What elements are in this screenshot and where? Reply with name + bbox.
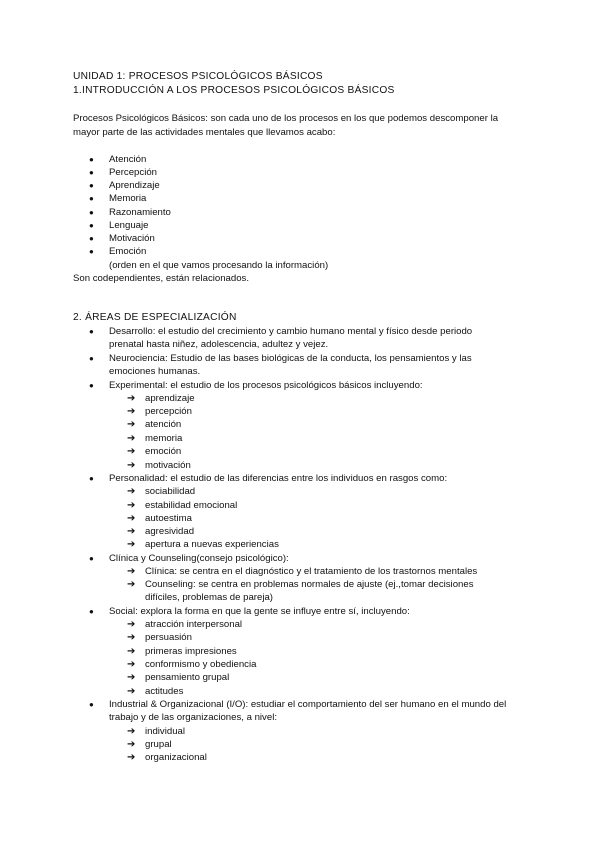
personalidad-item: autoestima	[145, 513, 192, 524]
process-item: Razonamiento	[109, 207, 171, 218]
experimental-item: memoria	[145, 433, 183, 444]
intro-paragraph-line: Procesos Psicológicos Básicos: son cada uno de los procesos en los que podemos descomponer la	[73, 113, 499, 124]
arrow-icon: ➔	[127, 659, 136, 670]
bullet-icon: ●	[89, 354, 94, 363]
arrow-icon: ➔	[127, 672, 136, 683]
industrial-item: grupal	[145, 739, 172, 750]
document-title: UNIDAD 1: PROCESOS PSICOLÓGICOS BÁSICOS	[73, 71, 323, 82]
experimental-item: atención	[145, 419, 182, 430]
process-item: Memoria	[109, 193, 147, 204]
clinica-item-cont: difíciles, problemas de pareja)	[145, 592, 273, 603]
arrow-icon: ➔	[127, 486, 136, 497]
social-item: conformismo y obediencia	[145, 659, 257, 670]
arrow-icon: ➔	[127, 513, 136, 524]
bullet-icon: ●	[89, 247, 94, 256]
experimental-item: aprendizaje	[145, 393, 195, 404]
social-item: persuasión	[145, 632, 192, 643]
intro-paragraph-line: mayor parte de las actividades mentales que llevamos acabo:	[73, 127, 336, 138]
area-desarrollo-cont: prenatal hasta niñez, adolescencia, adultez y vejez.	[109, 339, 329, 350]
arrow-icon: ➔	[127, 632, 136, 643]
area-neurociencia: Neurociencia: Estudio de las bases biológicas de la conducta, los pensamientos y las	[109, 353, 472, 364]
social-item: primeras impresiones	[145, 646, 237, 657]
area-desarrollo: Desarrollo: el estudio del crecimiento y cambio humano mental y físico desde periodo	[109, 326, 473, 337]
arrow-icon: ➔	[127, 619, 136, 630]
bullet-icon: ●	[89, 381, 94, 390]
area-personalidad: Personalidad: el estudio de las diferencias entre los individuos en rasgos como:	[109, 473, 448, 484]
experimental-item: motivación	[145, 460, 191, 471]
experimental-item: percepción	[145, 406, 192, 417]
bullet-icon: ●	[89, 554, 94, 563]
process-item: Aprendizaje	[109, 180, 160, 191]
process-item: Atención	[109, 154, 147, 165]
personalidad-item: estabilidad emocional	[145, 500, 238, 511]
process-item: Motivación	[109, 233, 155, 244]
area-industrial: Industrial & Organizacional (I/O): estudiar el comportamiento del ser humano en el mundo del	[109, 699, 507, 710]
area-social: Social: explora la forma en que la gente se influye entre sí, incluyendo:	[109, 606, 410, 617]
bullet-icon: ●	[89, 168, 94, 177]
bullet-icon: ●	[89, 474, 94, 483]
arrow-icon: ➔	[127, 500, 136, 511]
arrow-icon: ➔	[127, 446, 136, 457]
arrow-icon: ➔	[127, 526, 136, 537]
arrow-icon: ➔	[127, 739, 136, 750]
bullet-icon: ●	[89, 194, 94, 203]
process-item: Emoción	[109, 246, 147, 257]
personalidad-item: apertura a nuevas experiencias	[145, 539, 279, 550]
section-2-title: 2. ÁREAS DE ESPECIALIZACIÓN	[73, 312, 237, 323]
social-item: actitudes	[145, 686, 184, 697]
arrow-icon: ➔	[127, 726, 136, 737]
arrow-icon: ➔	[127, 406, 136, 417]
bullet-icon: ●	[89, 234, 94, 243]
bullet-icon: ●	[89, 208, 94, 217]
area-neurociencia-cont: emociones humanas.	[109, 366, 201, 377]
personalidad-item: agresividad	[145, 526, 195, 537]
industrial-item: individual	[145, 726, 186, 737]
arrow-icon: ➔	[127, 646, 136, 657]
area-clinica: Clínica y Counseling(consejo psicológico):	[109, 553, 289, 564]
bullet-icon: ●	[89, 700, 94, 709]
bullet-icon: ●	[89, 327, 94, 336]
process-item: Lenguaje	[109, 220, 149, 231]
bullet-icon: ●	[89, 607, 94, 616]
bullet-icon: ●	[89, 221, 94, 230]
arrow-icon: ➔	[127, 579, 136, 590]
arrow-icon: ➔	[127, 686, 136, 697]
bullet-icon: ●	[89, 155, 94, 164]
arrow-icon: ➔	[127, 539, 136, 550]
bullet-icon: ●	[89, 181, 94, 190]
experimental-item: emoción	[145, 446, 182, 457]
clinica-item: Clínica: se centra en el diagnóstico y el tratamiento de los trastornos mentales	[145, 566, 478, 577]
codependent-note: Son codependientes, están relacionados.	[73, 273, 250, 284]
arrow-icon: ➔	[127, 566, 136, 577]
social-item: pensamiento grupal	[145, 672, 230, 683]
arrow-icon: ➔	[127, 419, 136, 430]
process-item: Percepción	[109, 167, 157, 178]
industrial-item: organizacional	[145, 752, 207, 763]
social-item: atracción interpersonal	[145, 619, 243, 630]
arrow-icon: ➔	[127, 460, 136, 471]
arrow-icon: ➔	[127, 433, 136, 444]
process-note: (orden en el que vamos procesando la información)	[109, 260, 329, 271]
clinica-item: Counseling: se centra en problemas normales de ajuste (ej.,tomar decisiones	[145, 579, 474, 590]
section-1-title: 1.INTRODUCCIÓN A LOS PROCESOS PSICOLÓGICOS BÁSICOS	[73, 85, 395, 96]
area-industrial-cont: trabajo y de las organizaciones, a nivel:	[109, 712, 277, 723]
personalidad-item: sociabilidad	[145, 486, 196, 497]
arrow-icon: ➔	[127, 393, 136, 404]
area-experimental: Experimental: el estudio de los procesos psicológicos básicos incluyendo:	[109, 380, 423, 391]
arrow-icon: ➔	[127, 752, 136, 763]
